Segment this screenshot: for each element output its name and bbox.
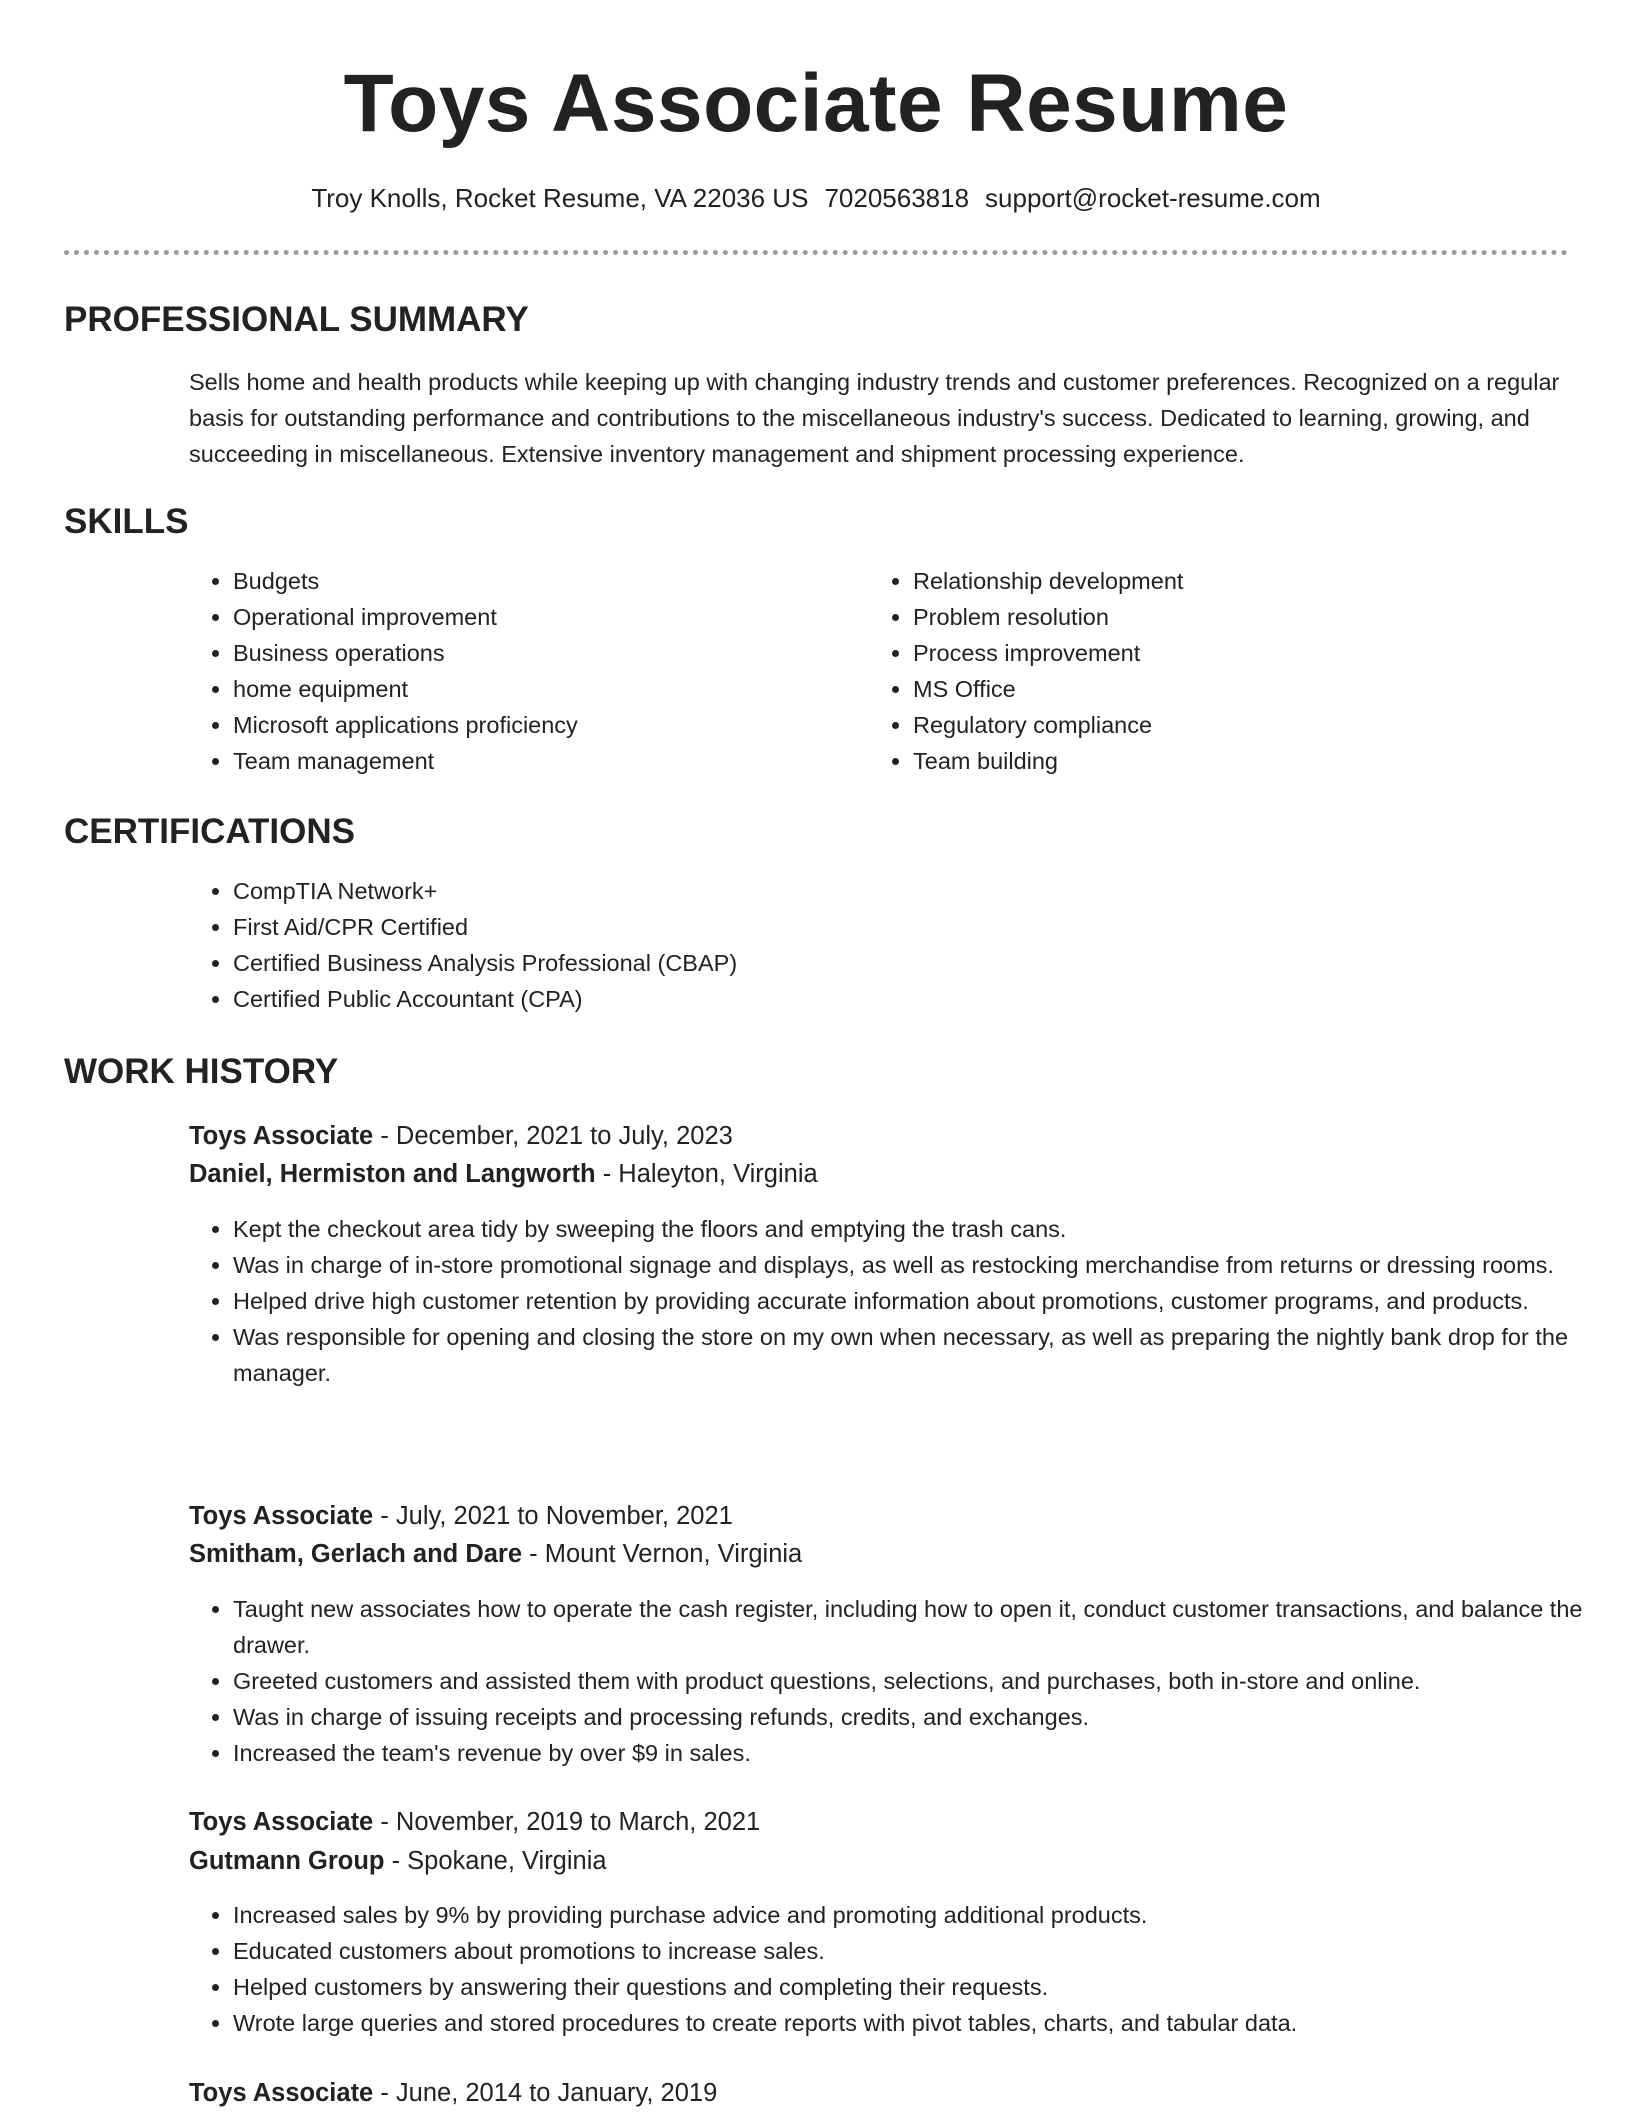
job-title: Toys Associate [189,1808,374,1836]
job-duty: • Taught new associates how to operate the cash register, including how to open it, conduct customer transactions, and balance the drawer. [233,1591,1613,1663]
job-location: - Mount Vernon, Virginia [522,1540,803,1568]
job-company: Daniel, Hermiston and Langworth [189,1160,596,1188]
job-duty: • Was in charge of in-store promotional signage and displays, as well as restocking merchandise from returns or dressing rooms. [233,1247,1613,1283]
job-company-line [189,1536,802,1572]
skill-item: • Team management [233,743,833,779]
skill-item: • Microsoft applications proficiency [233,707,833,743]
job-location: - Haleyton, Virginia [595,1160,818,1188]
job-company: Smitham, Gerlach and Dare [189,1540,523,1568]
job-location: - Spokane, Virginia [384,1847,607,1875]
job-company-line [189,1843,607,1879]
job-title: Toys Associate [189,1122,374,1150]
skills-list-left [189,563,833,779]
job-title-line [189,1498,733,1534]
job-duty: • Increased the team's revenue by over $9 in sales. [233,1735,1613,1771]
certification-item: • CompTIA Network+ [233,873,1533,909]
job-title-line [189,1118,733,1154]
job-duty: • Educated customers about promotions to increase sales. [233,1933,1613,1969]
job-title: Toys Associate [189,1502,374,1530]
job-dates: - June, 2014 to January, 2019 [373,2079,718,2107]
skill-item: • Operational improvement [233,599,833,635]
job-duties-list [189,1211,1613,1391]
job-title-line [189,2075,717,2111]
certifications-list [189,873,1533,1017]
skill-item: • Problem resolution [913,599,1513,635]
contact-line [0,180,1632,216]
work-history-heading: WORK HISTORY [64,1052,339,1091]
job-duties-list [189,1591,1613,1771]
certification-item: • Certified Business Analysis Professional (CBAP) [233,945,1533,981]
job-duty: • Kept the checkout area tidy by sweeping the floors and emptying the trash cans. [233,1211,1613,1247]
job-duty: • Helped drive high customer retention by providing accurate information about promotions, customer programs, and products. [233,1283,1613,1319]
contact-phone: 7020563818 [824,183,970,213]
skills-list-right [869,563,1513,779]
job-title: Toys Associate [189,2079,374,2107]
job-duty: • Wrote large queries and stored procedures to create reports with pivot tables, charts, and tabular data. [233,2005,1613,2041]
skill-item: • Team building [913,743,1513,779]
certifications-heading: CERTIFICATIONS [64,812,356,851]
resume-title: Toys Associate Resume [343,58,1289,149]
skill-item: • Business operations [233,635,833,671]
skill-item: • Budgets [233,563,833,599]
job-company: Gutmann Group [189,1847,385,1875]
job-duty: • Was in charge of issuing receipts and processing refunds, credits, and exchanges. [233,1699,1613,1735]
skill-item: • Regulatory compliance [913,707,1513,743]
skill-item: • Relationship development [913,563,1513,599]
summary-text: Sells home and health products while keeping up with changing industry trends and customer preferences. Recognized on a regular basis for outstanding performance and contributions to the miscellaneous industry's success. Dedicated to learning, growing, and succeeding in miscellaneous. Extensive inventory management and shipment processing experience. [189,369,1560,467]
contact-email: support@rocket-resume.com [985,183,1321,213]
job-dates: - November, 2019 to March, 2021 [373,1808,761,1836]
job-duty: • Greeted customers and assisted them with product questions, selections, and purchases, both in-store and online. [233,1663,1613,1699]
job-dates: - December, 2021 to July, 2023 [373,1122,733,1150]
header-divider [64,250,1568,255]
job-duty: • Helped customers by answering their questions and completing their requests. [233,1969,1613,2005]
summary-heading: PROFESSIONAL SUMMARY [64,300,529,339]
job-duty: • Was responsible for opening and closing the store on my own when necessary, as well as preparing the nightly bank drop for the manager. [233,1319,1613,1391]
contact-address: Troy Knolls, Rocket Resume, VA 22036 US [311,183,809,213]
skill-item: • home equipment [233,671,833,707]
skill-item: • Process improvement [913,635,1513,671]
certification-item: • First Aid/CPR Certified [233,909,1533,945]
certification-item: • Certified Public Accountant (CPA) [233,981,1533,1017]
job-company-line [189,1156,818,1192]
job-title-line [189,1804,760,1840]
job-dates: - July, 2021 to November, 2021 [373,1502,733,1530]
job-duties-list [189,1897,1613,2041]
job-duty: • Increased sales by 9% by providing purchase advice and promoting additional products. [233,1897,1613,1933]
skill-item: • MS Office [913,671,1513,707]
skills-heading: SKILLS [64,502,189,541]
